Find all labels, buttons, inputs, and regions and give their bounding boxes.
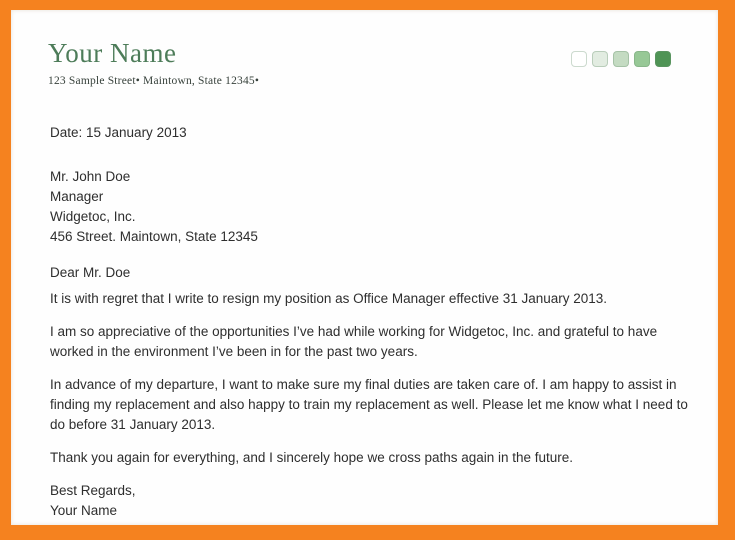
palette-swatch-medium-green (634, 51, 650, 67)
paragraph-appreciation: I am so appreciative of the opportunities I’ve had while working for Widgetoc, Inc. and grateful to have worked in the environment I’ve been in for the past two years. (50, 324, 658, 359)
closing-phrase: Best Regards, (50, 483, 136, 498)
recipient-address: 456 Street. Maintown, State 12345 (50, 229, 258, 244)
palette-swatch-dark-green (655, 51, 671, 67)
recipient-block (50, 167, 695, 247)
salutation: Dear Mr. Doe (50, 265, 131, 280)
recipient-title: Manager (50, 189, 104, 204)
recipient-company: Widgetoc, Inc. (50, 209, 136, 224)
recipient-name: Mr. John Doe (50, 169, 131, 184)
letter-page-inner (11, 10, 718, 525)
paragraph-thanks: Thank you again for everything, and I sincerely hope we cross paths again in the future. (50, 450, 574, 465)
palette-swatch-light-green (613, 51, 629, 67)
sender-address: 123 Sample Street• Maintown, State 12345• (48, 75, 260, 87)
letter-header (48, 38, 688, 87)
closing-block (50, 481, 695, 521)
letter-body (48, 123, 695, 521)
sender-name: Your Name (48, 38, 177, 68)
date-line: Date: 15 January 2013 (50, 125, 187, 140)
palette-swatch-white (571, 51, 587, 67)
paragraph-transition: In advance of my departure, I want to make sure my final duties are taken care of. I am happy to assist in finding my replacement and also happy to train my replacement as well. Please let me know what I need to do before 31 January 2013. (50, 377, 688, 432)
palette-swatch-lightest-green (592, 51, 608, 67)
green-color-palette (571, 51, 671, 67)
paragraph-resignation: It is with regret that I write to resign my position as Office Manager effective 31 January 2013. (50, 291, 608, 306)
signature-name: Your Name (50, 503, 118, 518)
